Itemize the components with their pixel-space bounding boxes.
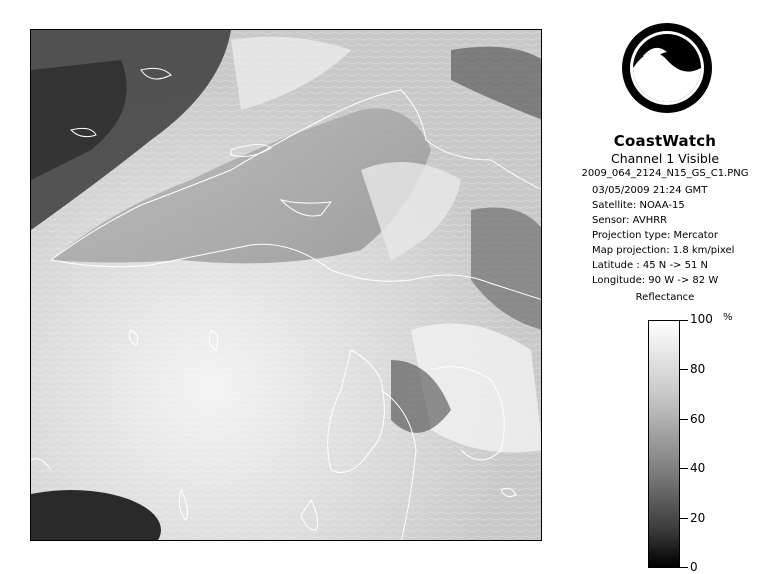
colorbar-unit: %	[723, 312, 733, 323]
sensor-label: Sensor: AVHRR	[592, 215, 668, 226]
colorbar-tick	[680, 518, 688, 519]
colorbar-tick	[680, 419, 688, 420]
colorbar-tick-label: 0	[690, 560, 698, 574]
colorbar-tick	[680, 468, 688, 469]
file-name: 2009_064_2124_N15_GS_C1.PNG	[581, 168, 749, 179]
colorbar-tick	[680, 567, 688, 568]
datetime: 03/05/2009 21:24 GMT	[592, 185, 708, 196]
colorbar-tick	[680, 369, 688, 370]
map-projection-label: Map projection: 1.8 km/pixel	[592, 245, 735, 256]
colorbar-tick-label: 40	[690, 461, 706, 475]
satellite-image	[30, 29, 542, 541]
projection-type-label: Projection type: Mercator	[592, 230, 718, 241]
colorbar-tick	[680, 320, 688, 321]
colorbar-tick-label: 20	[690, 511, 706, 525]
channel-name: Channel 1 Visible	[610, 151, 720, 166]
colorbar-title: Reflectance	[635, 292, 695, 303]
colorbar-tick-label: 100	[690, 312, 713, 326]
longitude-label: Longitude: 90 W -> 82 W	[592, 275, 719, 286]
colorbar-tick-label: 80	[690, 362, 706, 376]
colorbar-tick-label: 60	[690, 412, 706, 426]
brand-title: CoastWatch	[613, 132, 717, 150]
reflectance-colorbar	[648, 320, 680, 568]
satellite-label: Satellite: NOAA-15	[592, 200, 685, 211]
noaa-logo-icon	[621, 22, 713, 114]
latitude-label: Latitude : 45 N -> 51 N	[592, 260, 708, 271]
